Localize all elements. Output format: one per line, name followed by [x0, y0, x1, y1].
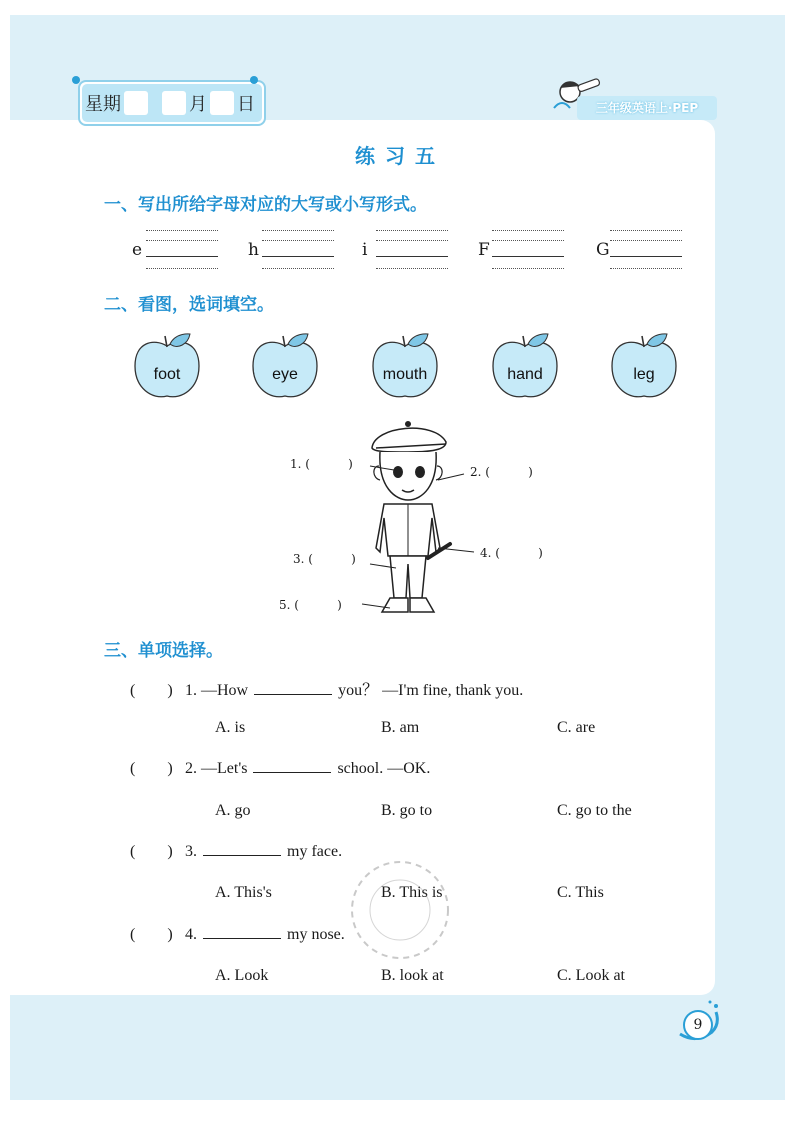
- question-text: you？ —I'm fine, thank you.: [338, 682, 524, 699]
- section-1-heading: 一、写出所给字母对应的大写或小写形式。: [104, 195, 427, 215]
- answer-paren[interactable]: ( ): [130, 926, 173, 943]
- apple-word-card: [132, 330, 202, 402]
- boy-illustration: [278, 418, 568, 618]
- answer-line[interactable]: [146, 256, 218, 257]
- letter: h: [248, 240, 259, 260]
- word-label: eye: [272, 366, 298, 383]
- question-number: 1. —How: [185, 682, 249, 699]
- day-label: 日: [237, 94, 255, 115]
- letter-item-e: [132, 226, 232, 272]
- word-label: leg: [633, 366, 655, 383]
- fill-blank[interactable]: [253, 772, 331, 773]
- answer-line[interactable]: [610, 256, 682, 257]
- question-number: 2. —Let's: [185, 760, 248, 777]
- page-number: 9: [683, 1010, 713, 1040]
- option-b[interactable]: B. go to: [381, 802, 433, 819]
- date-pin-icon: [250, 76, 258, 84]
- question-number: 4.: [185, 926, 197, 943]
- option-c[interactable]: C. This: [557, 884, 604, 901]
- option-b[interactable]: B. am: [381, 719, 420, 736]
- letter-item-G: [596, 226, 696, 272]
- weekday-label: 星期: [85, 94, 121, 115]
- date-pin-icon: [72, 76, 80, 84]
- weekday-input[interactable]: [124, 91, 148, 115]
- answer-line[interactable]: [492, 256, 564, 257]
- day-input[interactable]: [210, 91, 234, 115]
- question-text: school. —OK.: [337, 760, 431, 777]
- page-title: 练习五: [355, 144, 445, 168]
- apple-word-card: [250, 330, 320, 402]
- question-number: 3.: [185, 843, 197, 860]
- figure-label-2[interactable]: 2. ( ): [470, 465, 533, 479]
- word-label: mouth: [382, 366, 428, 383]
- question-text: my face.: [287, 843, 343, 860]
- letter: F: [478, 240, 490, 260]
- apple-word-card: [609, 330, 679, 402]
- figure-label-5[interactable]: 5. ( ): [279, 598, 342, 612]
- figure-label-4[interactable]: 4. ( ): [480, 546, 543, 560]
- section-2-heading: 二、看图，选词填空。: [104, 295, 274, 315]
- option-a[interactable]: A. go: [215, 802, 251, 819]
- question-2: [130, 760, 430, 778]
- fill-blank[interactable]: [254, 694, 332, 695]
- letter: i: [362, 240, 368, 260]
- option-a[interactable]: A. Look: [215, 967, 269, 984]
- fill-blank[interactable]: [203, 938, 281, 939]
- answer-paren[interactable]: ( ): [130, 760, 173, 777]
- option-c[interactable]: C. are: [557, 719, 596, 736]
- apple-word-card: [370, 330, 440, 402]
- letter-item-h: [248, 226, 348, 272]
- option-b[interactable]: B. look at: [381, 967, 444, 984]
- month-input[interactable]: [162, 91, 186, 115]
- letter: G: [596, 240, 610, 260]
- answer-line[interactable]: [376, 256, 448, 257]
- letter: e: [132, 240, 143, 260]
- letter-item-F: [478, 226, 578, 272]
- option-c[interactable]: C. go to the: [557, 802, 632, 819]
- apple-word-card: [490, 330, 560, 402]
- question-1: [130, 677, 523, 700]
- date-fields: [82, 84, 262, 122]
- option-b[interactable]: B. This is: [381, 884, 443, 901]
- answer-paren[interactable]: ( ): [130, 682, 173, 699]
- date-box: [78, 80, 266, 126]
- answer-paren[interactable]: ( ): [130, 843, 173, 860]
- letter-item-i: [362, 226, 462, 272]
- option-a[interactable]: A. is: [215, 719, 246, 736]
- question-3: [130, 843, 342, 861]
- figure-label-3[interactable]: 3. ( ): [293, 552, 356, 566]
- section-3-heading: 三、单项选择。: [104, 641, 223, 661]
- month-label: 月: [189, 94, 207, 115]
- question-4: [130, 926, 345, 944]
- word-label: foot: [153, 366, 181, 383]
- option-c[interactable]: C. Look at: [557, 967, 625, 984]
- option-a[interactable]: A. This's: [215, 884, 272, 901]
- figure-label-1[interactable]: 1. ( ): [290, 457, 353, 471]
- word-label: hand: [507, 366, 543, 383]
- fill-blank[interactable]: [203, 855, 281, 856]
- boy-figure: [278, 418, 568, 618]
- grade-badge: 三年级英语上·PEP: [577, 96, 717, 120]
- question-text: my nose.: [287, 926, 345, 943]
- answer-line[interactable]: [262, 256, 334, 257]
- watermark-stamp-icon: [340, 855, 460, 965]
